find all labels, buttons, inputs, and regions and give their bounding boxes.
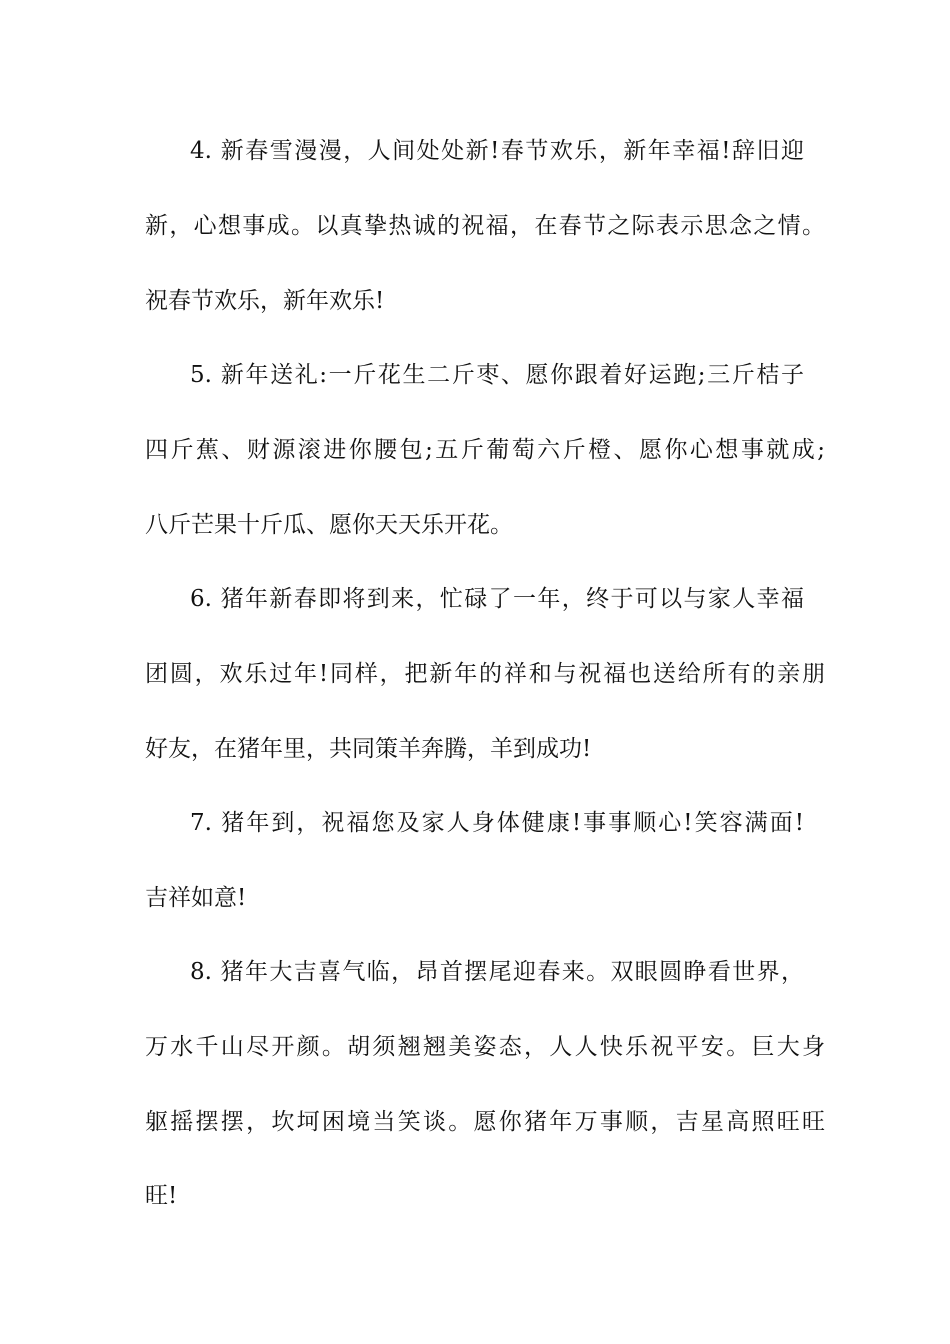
paragraph-8-line-4: 旺! xyxy=(145,1183,178,1209)
paragraph-4-line-1: 4. 新春雪漫漫，人间处处新!春节欢乐，新年幸福!辞旧迎 xyxy=(190,138,804,164)
paragraph-5-line-3: 八斤芒果十斤瓜、愿你天天乐开花。 xyxy=(145,512,513,538)
paragraph-4-line-3: 祝春节欢乐，新年欢乐! xyxy=(145,288,385,314)
paragraph-8-line-1: 8. 猪年大吉喜气临，昂首摆尾迎春来。双眼圆睁看世界， xyxy=(190,959,804,985)
paragraph-6-line-3: 好友，在猪年里，共同策羊奔腾，羊到成功! xyxy=(145,736,592,762)
paragraph-5-line-1: 5. 新年送礼:一斤花生二斤枣、愿你跟着好运跑;三斤桔子 xyxy=(190,362,804,388)
paragraph-5-line-2: 四斤蕉、财源滚进你腰包;五斤葡萄六斤橙、愿你心想事就成; xyxy=(145,437,825,463)
paragraph-7-line-1: 7. 猪年到，祝福您及家人身体健康!事事顺心!笑容满面! xyxy=(190,810,804,836)
paragraph-8-line-2: 万水千山尽开颜。胡须翘翘美姿态，人人快乐祝平安。巨大身 xyxy=(145,1034,825,1060)
paragraph-7-line-2: 吉祥如意! xyxy=(145,885,247,911)
paragraph-6-line-2: 团圆，欢乐过年!同样，把新年的祥和与祝福也送给所有的亲朋 xyxy=(145,661,825,687)
paragraph-8-line-3: 躯摇摆摆，坎坷困境当笑谈。愿你猪年万事顺，吉星高照旺旺 xyxy=(145,1109,825,1135)
paragraph-6-line-1: 6. 猪年新春即将到来，忙碌了一年，终于可以与家人幸福 xyxy=(190,586,804,612)
paragraph-4-line-2: 新，心想事成。以真挚热诚的祝福，在春节之际表示思念之情。 xyxy=(145,213,825,239)
